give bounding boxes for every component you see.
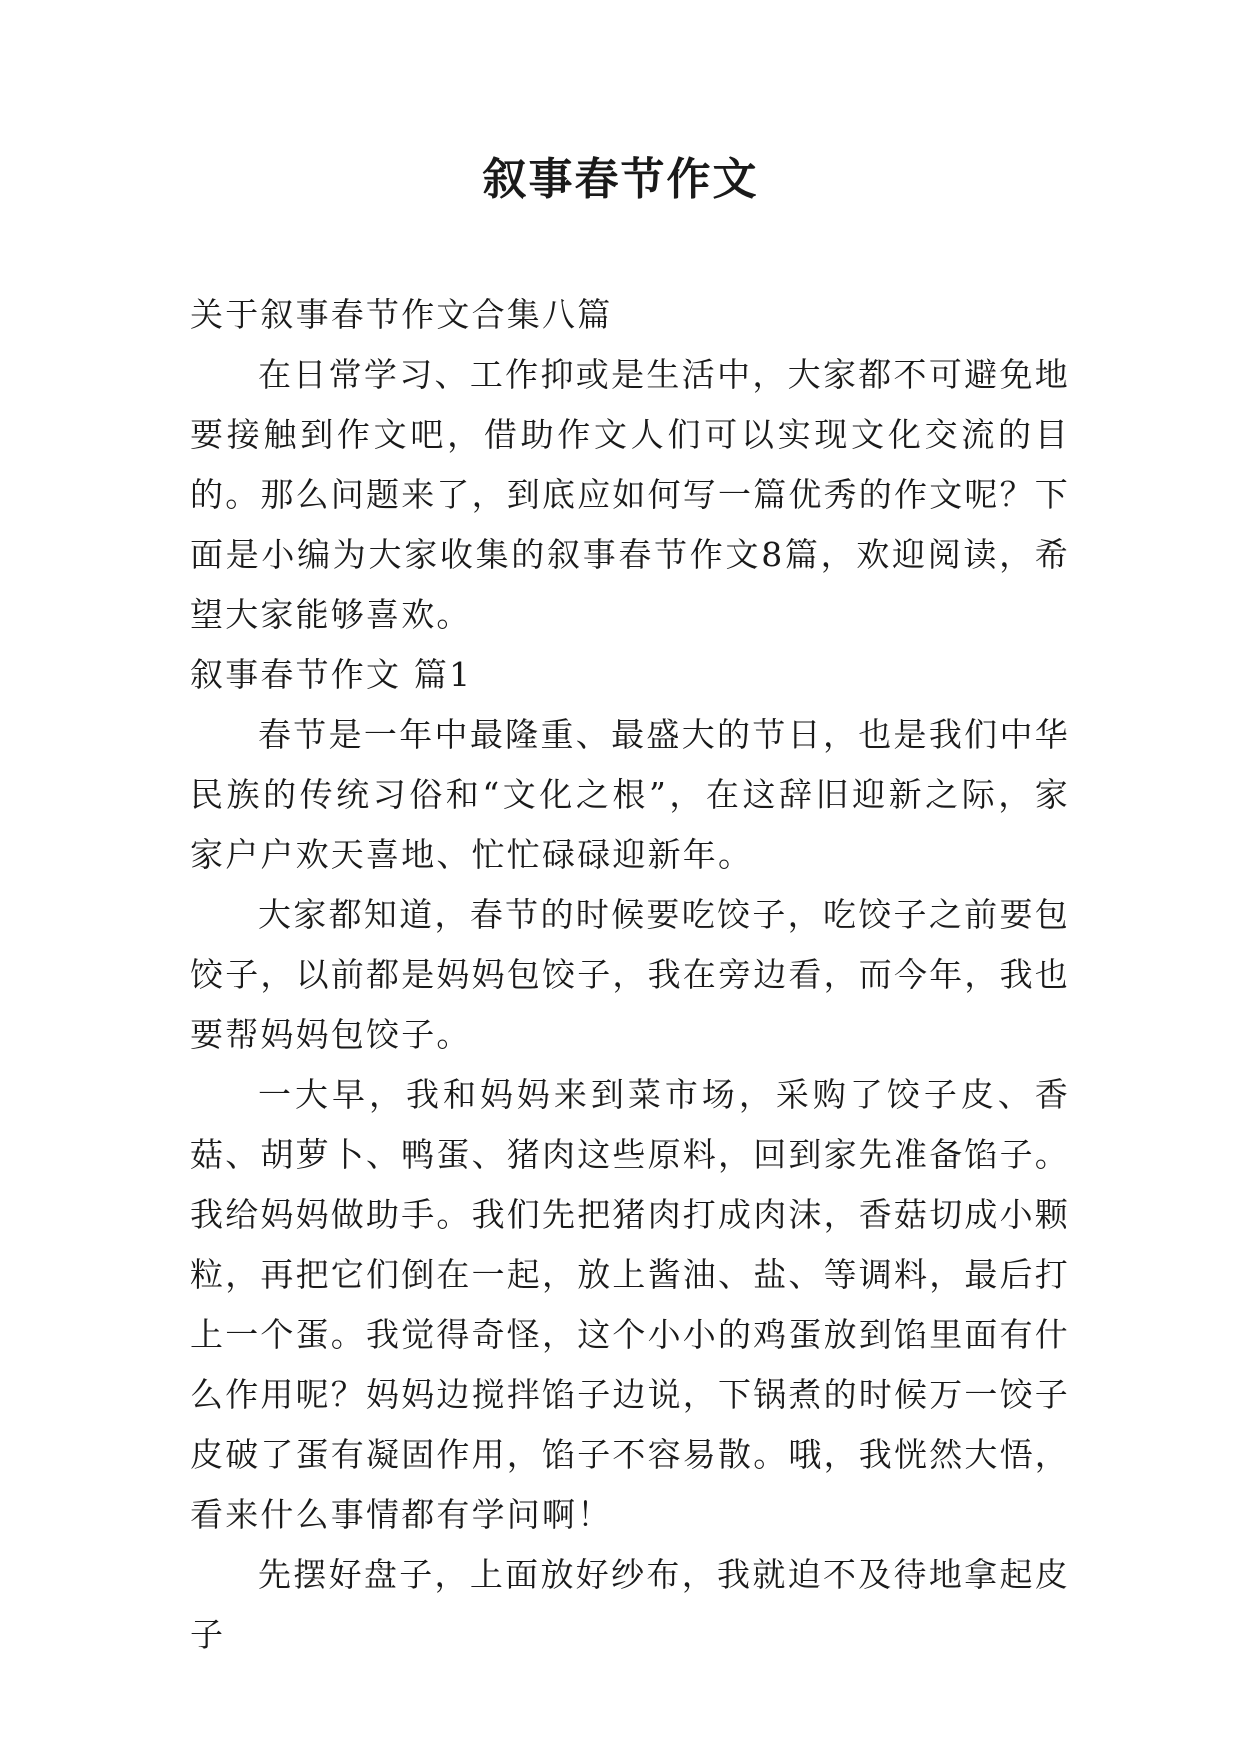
intro-paragraph: 在日常学习、工作抑或是生活中，大家都不可避免地要接触到作文吧，借助作文人们可以实现文化交流的目的。那么问题来了，到底应如何写一篇优秀的作文呢？下面是小编为大家收集的叙事春节作文8篇，欢迎阅读，希望大家能够喜欢。: [190, 355, 1070, 634]
document-body: [190, 285, 1070, 1665]
document-subtitle: 关于叙事春节作文合集八篇: [190, 295, 613, 334]
body-paragraph: 先摆好盘子，上面放好纱布，我就迫不及待地拿起皮子: [190, 1555, 1070, 1654]
body-paragraph: 一大早，我和妈妈来到菜市场，采购了饺子皮、香菇、胡萝卜、鸭蛋、猪肉这些原料，回到家先准备馅子。我给妈妈做助手。我们先把猪肉打成肉沫，香菇切成小颗粒，再把它们倒在一起，放上酱油、盐、等调料，最后打上一个蛋。我觉得奇怪，这个小小的鸡蛋放到馅里面有什么作用呢？妈妈边搅拌馅子边说，下锅煮的时候万一饺子皮破了蛋有凝固作用，馅子不容易散。哦，我恍然大悟，看来什么事情都有学问啊！: [190, 1075, 1070, 1534]
section-heading: 叙事春节作文 篇1: [190, 655, 473, 694]
body-paragraph: 大家都知道，春节的时候要吃饺子，吃饺子之前要包饺子，以前都是妈妈包饺子，我在旁边看，而今年，我也要帮妈妈包饺子。: [190, 895, 1070, 1054]
body-paragraph: 春节是一年中最隆重、最盛大的节日，也是我们中华民族的传统习俗和“文化之根”，在这辞旧迎新之际，家家户户欢天喜地、忙忙碌碌迎新年。: [190, 715, 1070, 874]
document-title: 叙事春节作文: [482, 154, 759, 205]
